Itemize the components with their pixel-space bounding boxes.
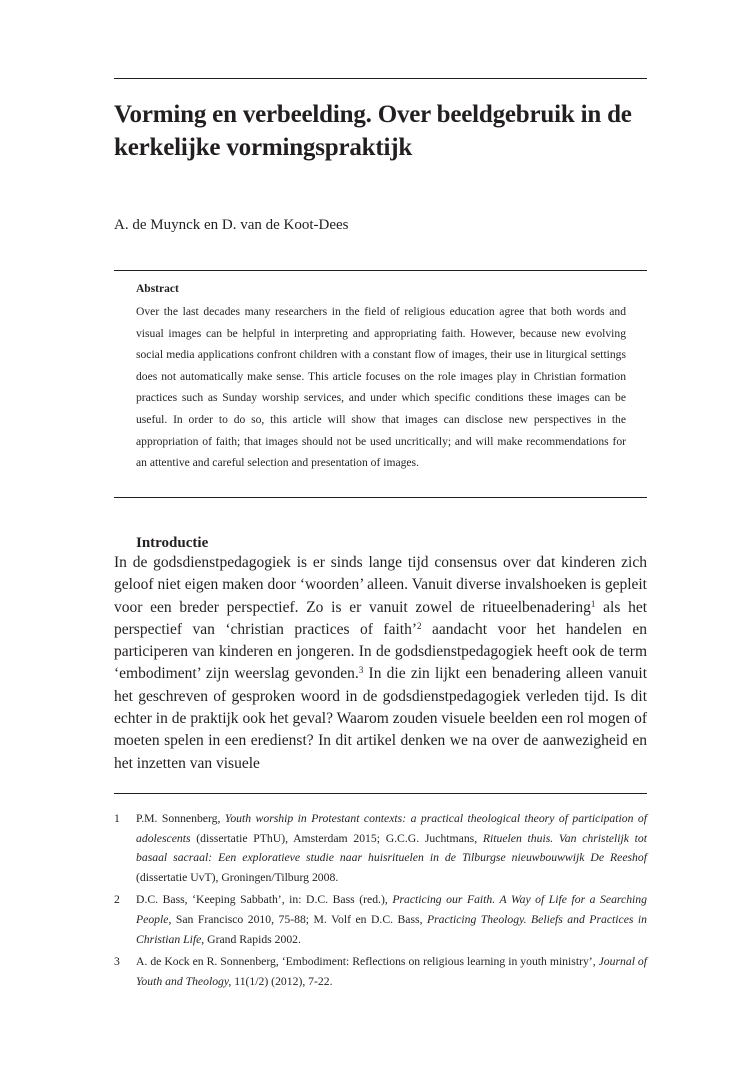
footnote-title: Practicing Theology. Beliefs and Practices in Christian Life [136, 912, 647, 946]
footnote-2 [114, 890, 647, 949]
intro-text-1: In de godsdienstpedagogiek is er sinds lange tijd consensus over dat kinderen zich geloof niet eigen maken door ‘woorden’ alleen. Vanuit diverse invalshoeken is gepleit voor een breder perspectief. Zo is er vanuit zowel de ritueelbenadering [114, 554, 647, 616]
footnote-text: D.C. Bass, ‘Keeping Sabbath’, in: D.C. Bass (red.), [136, 893, 393, 907]
footnote-title: Rituelen thuis. Van christelijk tot basaal sacraal: Een exploratieve studie naar huisrituelen in de Tilburgse nieuwbouwwijk De Reeshof [136, 831, 647, 865]
intro-text-4: In die zin lijkt een benadering alleen vanuit het geschreven of gesproken woord in de godsdienstpedagogiek verleden tijd. Is dit echter in de praktijk ook het geval? Waarom zouden visuele beelden een rol mogen of moeten spelen in een eredienst? In dit artikel denken we na over de aanwezigheid en het inzetten van visuele [114, 665, 648, 772]
footnote-number: 3 [114, 955, 120, 969]
abstract-bottom-rule [114, 497, 647, 498]
footnote-text: 11(1/2) (2012), 7-22. [231, 974, 333, 988]
section-heading-introductie: Introductie [136, 535, 209, 551]
intro-paragraph [114, 552, 647, 775]
footnotes [114, 809, 647, 994]
footnote-text: , San Francisco 2010, 75-88; M. Volf en D.C. Bass, [168, 912, 427, 926]
intro-text-3: aandacht voor het handelen en participeren van kinderen en jongeren. In de godsdienstpedagogiek heeft ook de term ‘embodiment’ zijn weerslag gevonden. [114, 620, 648, 683]
footnote-rule [114, 793, 647, 794]
footnote-text: (dissertatie PThU), Amsterdam 2015; G.C.G. Juchtmans, [190, 831, 483, 845]
abstract-top-rule [114, 270, 647, 271]
footnote-number: 2 [114, 893, 120, 907]
footnote-text: P.M. Sonnenberg, [136, 812, 225, 825]
article-authors: A. de Muynck en D. van de Koot-Dees [114, 217, 349, 233]
abstract-heading: Abstract [136, 283, 179, 295]
footnote-ref-1[interactable]: 1 [590, 598, 596, 609]
abstract [136, 281, 626, 474]
footnote-ref-2[interactable]: 2 [416, 620, 422, 631]
abstract-text: Over the last decades many researchers in the field of religious education agree that both words and visual images can be helpful in interpreting and appropriating faith. However, because new evolving social media applications confront children with a constant flow of images, their use in liturgical settings does not automatically make sense. This article focuses on the role images play in Christian formation practices such as Sunday worship services, and under which specific conditions these images can be useful. In order to do so, this article will show that images can disclose new perspectives in the appropriation of faith; that images should not be used uncritically; and will make recommendations for an attentive and careful selection and presentation of images. [136, 305, 626, 470]
footnote-ref-3[interactable]: 3 [358, 665, 364, 676]
footnote-3 [114, 952, 647, 991]
footnote-1 [114, 809, 647, 887]
article-title: Vorming en verbeelding. Over beeldgebruik in de kerkelijke vormingspraktijk [114, 101, 632, 161]
footnote-title: Practicing our Faith. A Way of Life for a Searching People [136, 893, 647, 926]
footnote-text: , Grand Rapids 2002. [201, 932, 301, 946]
intro-text-2: als het perspectief van ‘christian practices of faith’ [114, 598, 648, 638]
top-rule [114, 78, 647, 79]
footnote-title: Youth worship in Protestant contexts: a practical theological theory of participation of adolescents [136, 812, 647, 845]
footnote-text: (dissertatie UvT), Groningen/Tilburg 2008. [136, 870, 339, 884]
footnote-title: Journal of Youth and Theology, [136, 955, 648, 988]
footnote-number: 1 [114, 812, 120, 825]
footnote-text: A. de Kock en R. Sonnenberg, ‘Embodiment: Reflections on religious learning in youth ministry’, [136, 955, 599, 969]
